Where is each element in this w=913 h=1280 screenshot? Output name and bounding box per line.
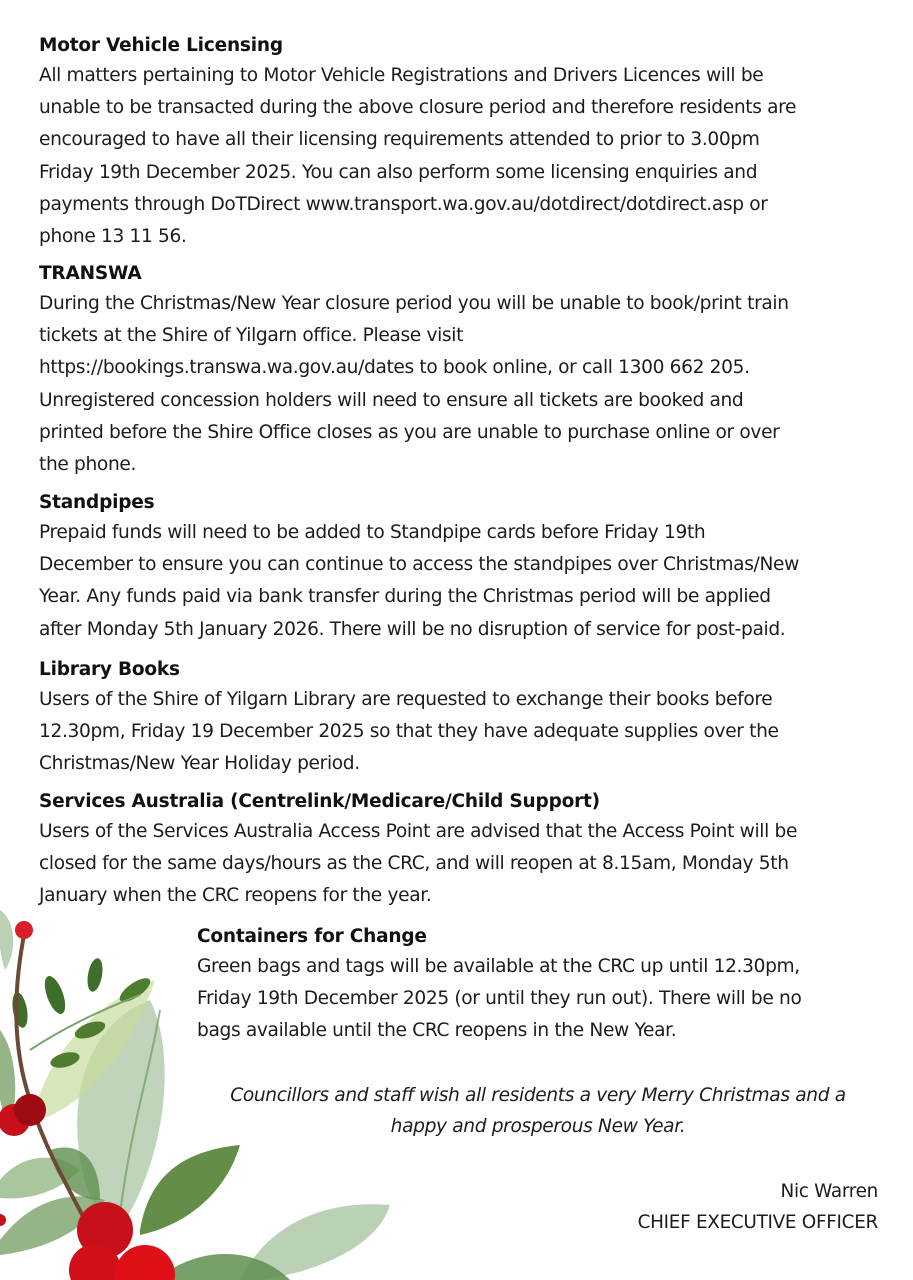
body-line: Prepaid funds will need to be added to Standpipe cards before Friday 19th bbox=[39, 522, 706, 543]
body-line: after Monday 5th January 2026. There will be no disruption of service for post-paid. bbox=[39, 618, 786, 640]
body-line: Friday 19th December 2025. You can also perform some licensing enquiries and bbox=[39, 161, 758, 183]
section-body bbox=[39, 816, 879, 913]
section-body bbox=[39, 60, 879, 253]
section-heading: Standpipes bbox=[39, 492, 155, 513]
body-line: Unregistered concession holders will need to ensure all tickets are booked and bbox=[39, 389, 744, 411]
body-line: closed for the same days/hours as the CRC, and will reopen at 8.15am, Monday 5th bbox=[39, 853, 789, 875]
body-line: the phone. bbox=[39, 454, 137, 476]
body-line: Year. Any funds paid via bank transfer during the Christmas period will be applied bbox=[39, 586, 771, 608]
body-line: phone 13 11 56. bbox=[39, 226, 187, 248]
signature-block bbox=[638, 1176, 878, 1238]
body-line: printed before the Shire Office closes as you are unable to purchase online or over bbox=[39, 421, 780, 443]
body-line: bags available until the CRC reopens in the New Year. bbox=[197, 1020, 677, 1042]
section-heading: Motor Vehicle Licensing bbox=[39, 35, 283, 56]
body-line: Users of the Shire of Yilgarn Library are requested to exchange their books before bbox=[39, 689, 773, 710]
section-heading: Library Books bbox=[39, 659, 180, 680]
body-line: Green bags and tags will be available at the CRC up until 12.30pm, bbox=[197, 956, 800, 977]
section-body bbox=[39, 684, 879, 781]
body-line: January when the CRC reopens for the year. bbox=[39, 885, 432, 907]
body-line: https://bookings.transwa.wa.gov.au/dates to book online, or call 1300 662 205. bbox=[39, 357, 750, 379]
section-body bbox=[39, 517, 879, 646]
signatory-name: Nic Warren bbox=[780, 1181, 878, 1202]
section-body bbox=[197, 951, 887, 1048]
body-line: payments through DoTDirect www.transport.wa.gov.au/dotdirect/dotdirect.asp or bbox=[39, 193, 768, 215]
body-line: All matters pertaining to Motor Vehicle Registrations and Drivers Licences will be bbox=[39, 65, 764, 86]
section-motor-vehicle-licensing bbox=[39, 32, 879, 253]
closing-line: Councillors and staff wish all residents a very Merry Christmas and a bbox=[230, 1085, 846, 1106]
body-line: 12.30pm, Friday 19 December 2025 so that they have adequate supplies over the bbox=[39, 721, 779, 743]
body-line: tickets at the Shire of Yilgarn office. Please visit bbox=[39, 325, 464, 347]
body-line: During the Christmas/New Year closure period you will be unable to book/print train bbox=[39, 293, 789, 314]
section-heading: Containers for Change bbox=[197, 926, 427, 947]
body-line: Christmas/New Year Holiday period. bbox=[39, 753, 360, 775]
body-line: December to ensure you can continue to access the standpipes over Christmas/New bbox=[39, 554, 799, 576]
signatory-title: CHIEF EXECUTIVE OFFICER bbox=[637, 1212, 878, 1233]
section-services-australia bbox=[39, 788, 879, 913]
closing-greeting bbox=[200, 1080, 876, 1142]
body-line: Friday 19th December 2025 (or until they run out). There will be no bbox=[197, 988, 802, 1010]
section-containers-for-change bbox=[197, 923, 887, 1048]
section-library-books bbox=[39, 656, 879, 781]
body-line: encouraged to have all their licensing requirements attended to prior to 3.00pm bbox=[39, 129, 760, 151]
section-heading: TRANSWA bbox=[39, 263, 142, 284]
section-standpipes bbox=[39, 489, 879, 646]
section-heading: Services Australia (Centrelink/Medicare/Child Support) bbox=[39, 791, 600, 812]
section-body bbox=[39, 288, 879, 481]
body-line: Users of the Services Australia Access Point are advised that the Access Point will be bbox=[39, 821, 798, 842]
section-transwa bbox=[39, 260, 879, 481]
closing-line: happy and prosperous New Year. bbox=[390, 1116, 686, 1137]
body-line: unable to be transacted during the above closure period and therefore residents are bbox=[39, 97, 797, 119]
